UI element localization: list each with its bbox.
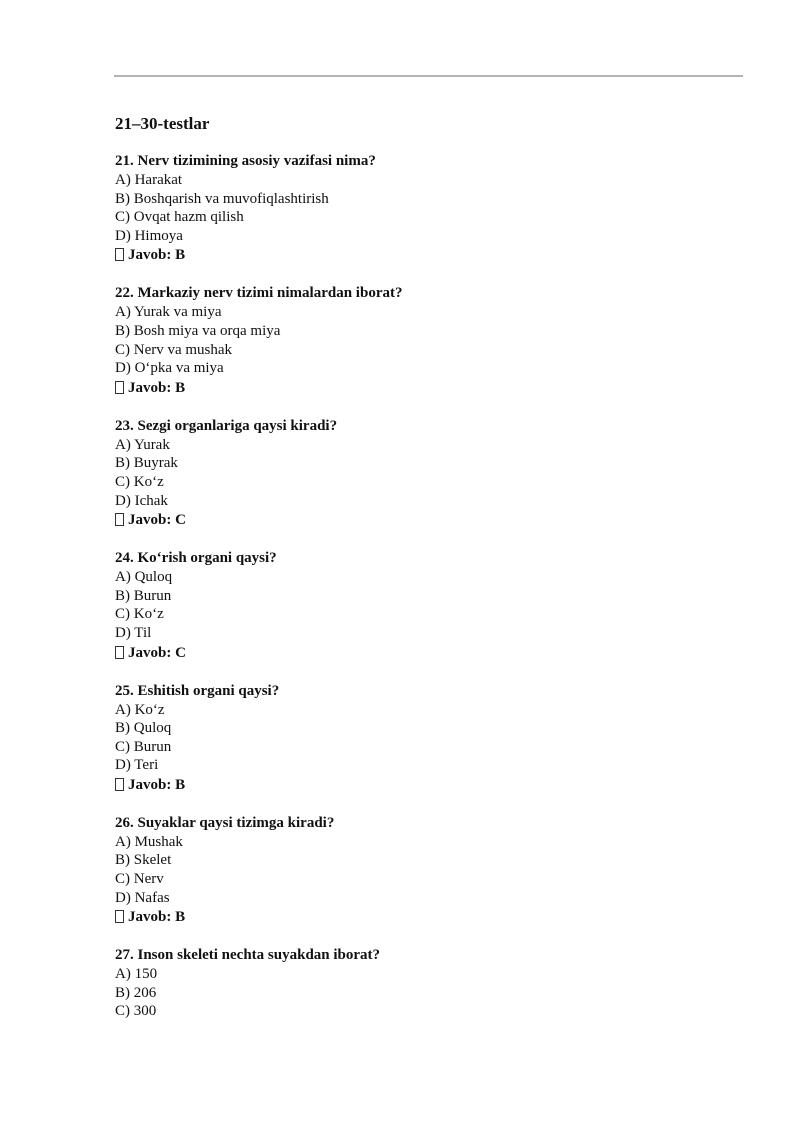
answer-option: A) Ko‘z: [115, 701, 165, 718]
answer-text: Javob: C: [128, 644, 186, 661]
correct-answer: [115, 776, 745, 795]
answer-option: B) Bosh miya va orqa miya: [115, 322, 281, 339]
checkbox-icon: [115, 910, 124, 923]
correct-answer: [115, 908, 745, 927]
answer-text: Javob: B: [128, 909, 186, 926]
correct-answer: [115, 644, 745, 663]
answer-option: D) Himoya: [115, 227, 183, 244]
answer-option: A) Yurak va miya: [115, 304, 222, 321]
correct-answer: [115, 246, 745, 265]
question-block: [115, 549, 745, 662]
question-block: [115, 152, 745, 265]
answer-option: B) Burun: [115, 587, 172, 604]
question-text: 27. Inson skeleti nechta suyakdan iborat?: [115, 947, 381, 964]
answer-option: C) Ovqat hazm qilish: [115, 209, 244, 226]
document-body: [115, 113, 745, 1040]
answer-text: Javob: C: [128, 512, 186, 529]
checkbox-icon: [115, 646, 124, 659]
correct-answer: [115, 379, 745, 398]
answer-option: B) 206: [115, 984, 157, 1001]
answer-option: D) O‘pka va miya: [115, 360, 224, 377]
section-title: 21–30-testlar: [115, 114, 210, 133]
answer-option: B) Skelet: [115, 852, 172, 869]
answer-option: A) Yurak: [115, 436, 170, 453]
question-block: [115, 814, 745, 927]
answer-option: A) Quloq: [115, 569, 173, 586]
question-block: [115, 946, 745, 1021]
answer-option: B) Quloq: [115, 720, 172, 737]
answer-text: Javob: B: [128, 247, 186, 264]
answer-option: C) Burun: [115, 738, 172, 755]
checkbox-icon: [115, 513, 124, 526]
question-block: [115, 284, 745, 397]
answer-option: A) Harakat: [115, 172, 183, 188]
answer-option: C) Ko‘z: [115, 473, 164, 490]
answer-option: D) Til: [115, 624, 152, 641]
correct-answer: [115, 511, 745, 530]
question-text: 25. Eshitish organi qaysi?: [115, 682, 280, 699]
question-block: [115, 682, 745, 795]
answer-option: C) Nerv va mushak: [115, 341, 233, 358]
question-text: 22. Markaziy nerv tizimi nimalardan iborat?: [115, 285, 403, 302]
checkbox-icon: [115, 381, 124, 394]
header-rule: [114, 75, 743, 77]
answer-text: Javob: B: [128, 379, 186, 396]
answer-option: C) Ko‘z: [115, 606, 164, 623]
answer-option: C) Nerv: [115, 871, 164, 888]
answer-option: A) Mushak: [115, 833, 183, 850]
question-text: 23. Sezgi organlariga qaysi kiradi?: [115, 417, 338, 434]
answer-option: B) Boshqarish va muvofiqlashtirish: [115, 190, 329, 207]
question-text: 21. Nerv tizimining asosiy vazifasi nima?: [115, 153, 376, 169]
answer-option: A) 150: [115, 966, 158, 983]
answer-option: D) Nafas: [115, 889, 170, 906]
answer-option: D) Teri: [115, 757, 159, 774]
answer-option: C) 300: [115, 1003, 157, 1020]
question-text: 26. Suyaklar qaysi tizimga kiradi?: [115, 814, 335, 831]
question-block: [115, 417, 745, 530]
answer-option: B) Buyrak: [115, 455, 178, 472]
checkbox-icon: [115, 778, 124, 791]
checkbox-icon: [115, 248, 124, 261]
question-text: 24. Ko‘rish organi qaysi?: [115, 550, 277, 567]
answer-text: Javob: B: [128, 776, 186, 793]
answer-option: D) Ichak: [115, 492, 168, 509]
